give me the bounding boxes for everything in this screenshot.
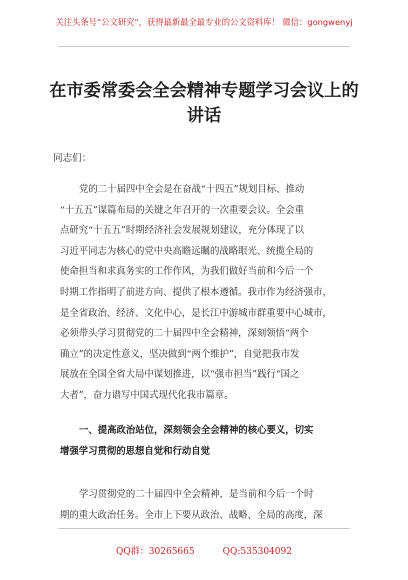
section-heading-1 [60,421,350,462]
qq-number: QQ:535304092 [222,547,292,557]
qq-group-number: QQ群：30265665 [116,547,195,557]
paragraph-line: 点研究“十五五”时期经济社会发展规划建议，充分体现了以 [60,225,304,237]
paragraph-line: “十五五”谋篇布局的关键之年召开的一次重要会议。全会重 [60,204,304,216]
paragraph-line: 使命担当和求真务实的工作作风，为我们做好当前和今后一个 [60,266,314,278]
paragraph-line: 必须带头学习贯彻党的二十届四中全会精神，深刻领悟“两个 [60,328,309,340]
paragraph-line: 学习贯彻党的二十届四中全会精神，是当前和今后一个时 [79,489,314,500]
body-paragraph-1 [60,180,350,407]
title-line-2: 讲话 [186,106,222,126]
paragraph-line: 是全省政治、经济、文化中心，是长江中游城市群重要中心城市， [60,307,332,319]
paragraph-line: 大者”，奋力谱写中国式现代化我市篇章。 [60,389,234,401]
footer-divider [58,528,350,529]
heading-line: 一、提高政治站位，深刻领会全会精神的核心要义，切实 [79,425,314,436]
footer-contact [0,544,408,557]
salutation: 同志们： [53,153,92,164]
body-paragraph-2 [60,485,350,526]
paragraph-line: 党的二十届四中全会是在奋战“十四五”规划目标、推动 [79,184,305,195]
paragraph-line: 展放在全国全省大局中谋划推进，以“强市担当”践行“国之 [60,369,300,381]
header-promo-text: 关注头条号“公文研究”，获得最新最全最专业的公文资料库！ 微信：gongwenyj [55,17,353,27]
heading-line: 增强学习贯彻的思想自觉和行动自觉 [60,445,211,457]
paragraph-line: 确立”的决定性意义，坚决做到“两个维护”，自觉把我市发 [60,348,300,360]
paragraph-line: 时期工作指明了前进方向、提供了根本遵循。我市作为经济强市， [60,286,332,298]
document-title [44,79,364,129]
title-line-1: 在市委常委会全会精神专题学习会议上的 [49,81,359,101]
paragraph-line: 期的重大政治任务。全市上下要从政治、战略、全局的高度，深 [60,509,323,521]
header-divider [58,46,350,47]
paragraph-line: 习近平同志为核心的党中央高瞻远瞩的战略眼光、统揽全局的 [60,245,314,257]
